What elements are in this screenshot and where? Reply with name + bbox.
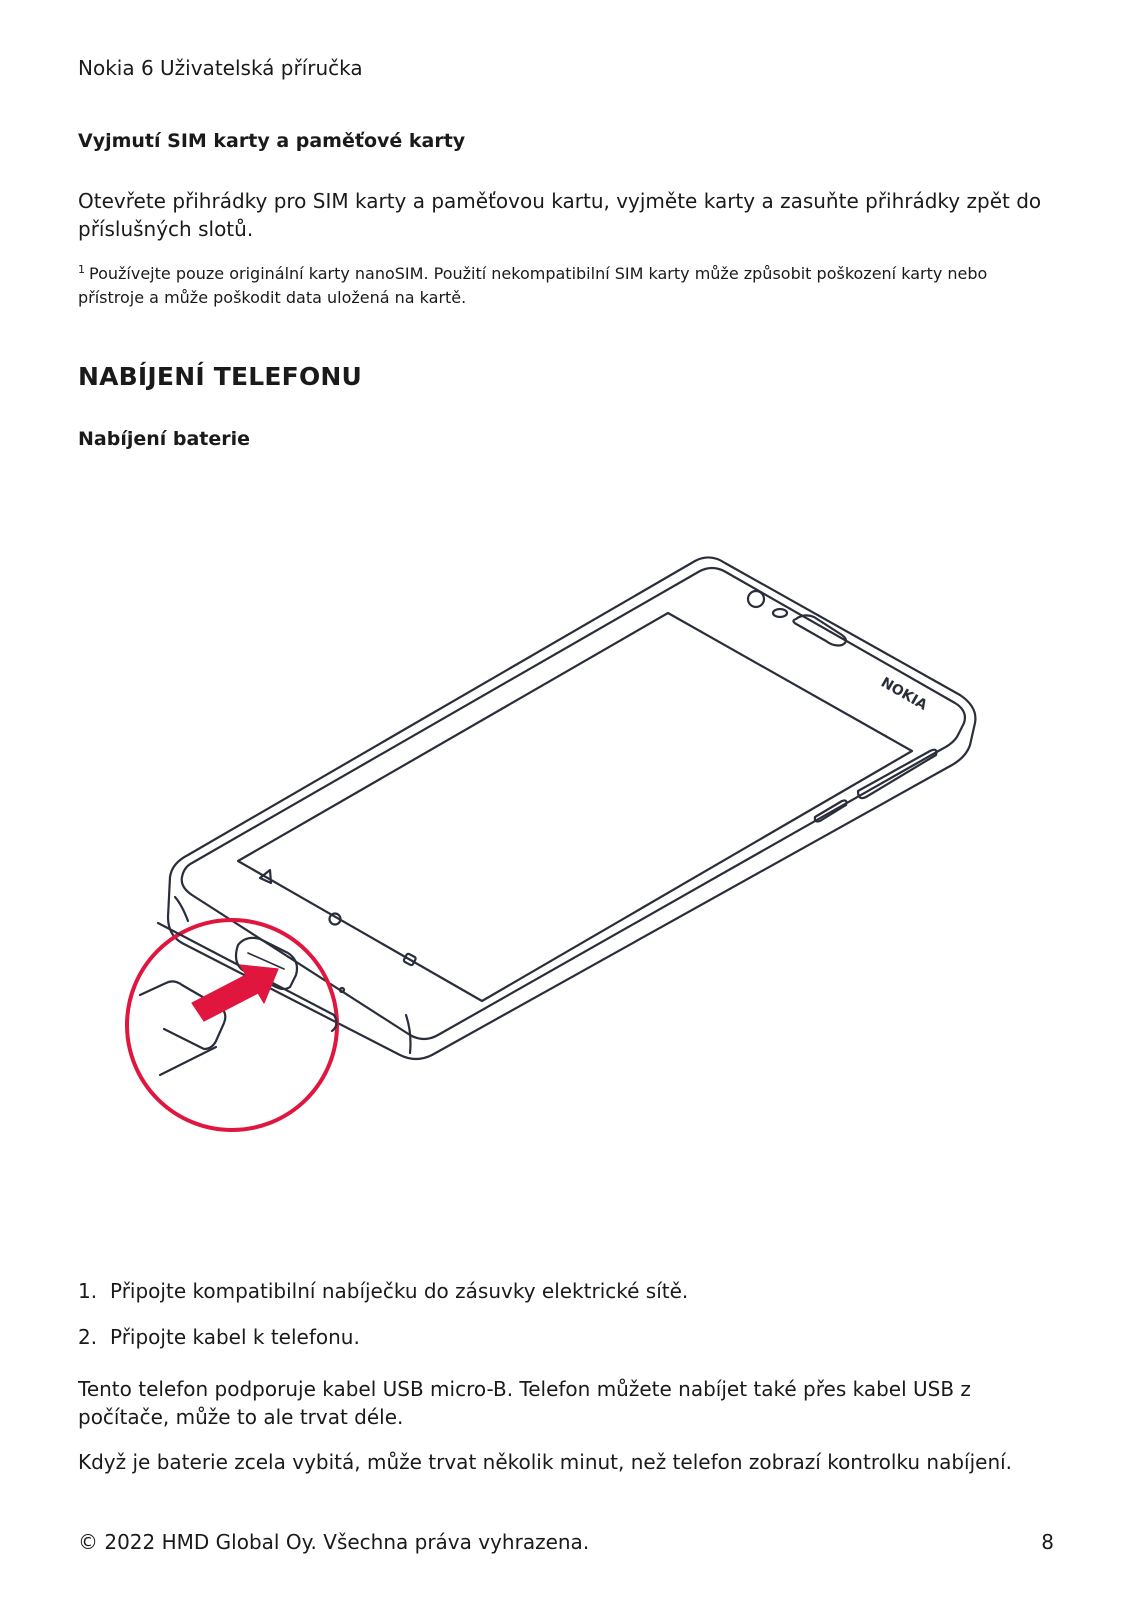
insert-arrow-icon	[192, 965, 278, 1021]
front-camera-icon	[748, 591, 764, 607]
magnified-phone-bottom	[332, 1015, 337, 1031]
footer-page-number: 8	[1041, 1530, 1054, 1554]
charging-illustration	[120, 555, 1020, 1135]
section-heading-remove-sim: Vyjmutí SIM karty a paměťové karty	[78, 130, 466, 152]
magnified-port-detail	[140, 923, 337, 1075]
phone-screen	[238, 613, 912, 1001]
footnote-mark: 1	[78, 263, 85, 276]
page-header: Nokia 6 Uživatelská příručka	[78, 56, 363, 80]
section-heading-charging: NABÍJENÍ TELEFONU	[78, 362, 363, 391]
usb-cable	[160, 1047, 216, 1075]
charging-steps	[78, 1277, 1054, 1369]
list-item	[78, 1323, 1054, 1351]
phone-logo: NOKIA	[878, 674, 930, 714]
footnote-text: Používejte pouze originální karty nanoSIM. Použití nekompatibilní SIM karty může způsobit poškození karty nebo přístroje a může poškodit data uložená na kartě.	[78, 264, 988, 307]
usb-info-paragraph: Tento telefon podporuje kabel USB micro-B. Telefon můžete nabíjet také přes kabel USB z počítače, může to ale trvat déle.	[78, 1377, 971, 1429]
remove-sim-paragraph: Otevřete přihrádky pro SIM karty a paměťovou kartu, vyjměte karty a zasuňte přihrádky zpět do příslušných slotů.	[78, 189, 1042, 241]
step-number: 2.	[78, 1325, 98, 1349]
footer-copyright: © 2022 HMD Global Oy. Všechna práva vyhrazena.	[78, 1530, 590, 1554]
subheading-charging-battery: Nabíjení baterie	[78, 428, 251, 450]
step-text: Připojte kompatibilní nabíječku do zásuvky elektrické sítě.	[110, 1279, 689, 1303]
empty-battery-paragraph: Když je baterie zcela vybitá, může trvat několik minut, než telefon zobrazí kontrolku nabíjení.	[78, 1450, 1013, 1474]
footnote	[78, 258, 1054, 310]
microphone-hole	[340, 988, 344, 992]
earpiece-icon	[793, 615, 846, 645]
step-number: 1.	[78, 1279, 98, 1303]
list-item	[78, 1277, 1054, 1305]
phone-bottom-corner	[175, 897, 188, 921]
magnifier-circle	[127, 920, 337, 1130]
step-text: Připojte kabel k telefonu.	[110, 1325, 360, 1349]
proximity-sensor-icon	[773, 609, 787, 617]
